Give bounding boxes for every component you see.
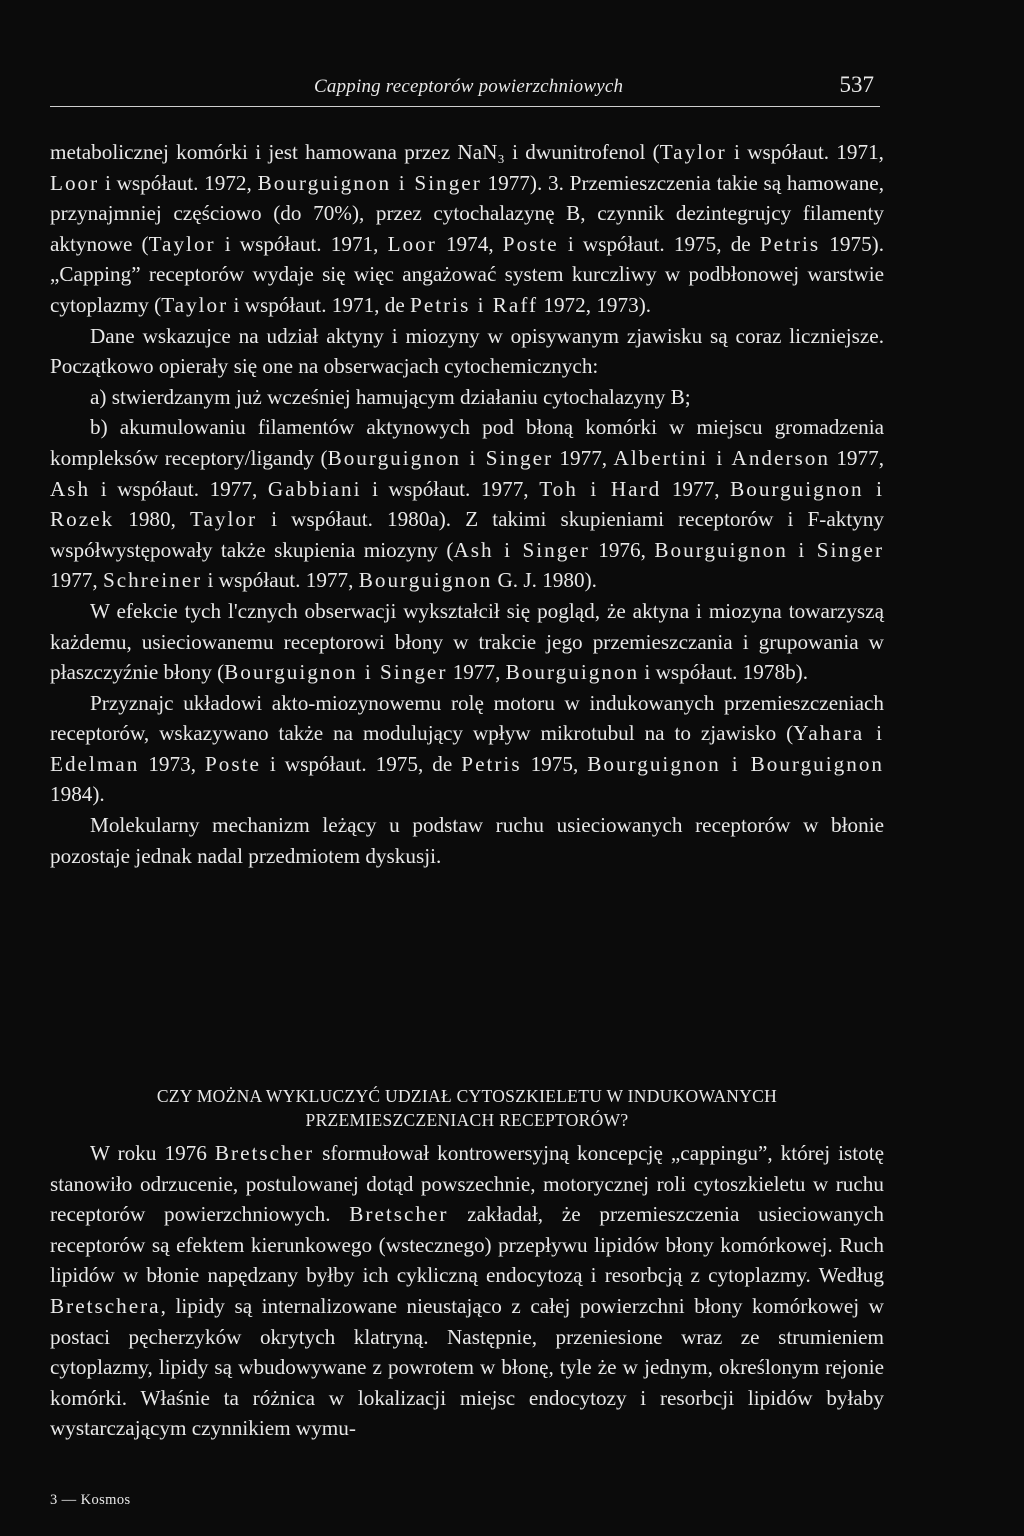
author-name: Petris [461,751,522,776]
author-name: Ash [50,476,91,501]
author-name: Bourguignon i Singer [327,445,554,470]
list-item-b: b) akumulowaniu filamentów aktynowych pod błoną komórki w miejscu gromadzenia kompleksów receptory/ligandy (Bourguignon i Singer 1977, Albertini i Anderson 1977, Ash i współaut. 1977, Gabbiani i współaut. 1977, Toh i Hard 1977, Bourguignon i Rozek 1980, Taylor i współaut. 1980a). Z takimi skupieniami receptorów i F-aktyny współwystępowały także skupienia miozyny (Ash i Singer 1976, Bourguignon i Singer 1977, Schreiner i współaut. 1977, Bourguignon G. J. 1980). [50,415,885,593]
section-heading [50,1084,884,1132]
author-name: Taylor [190,507,257,532]
author-name: Bourguignon i Rozek [50,476,885,532]
paragraph: W roku 1976 Bretscher sformułował kontrowersyjną koncepcję „cappingu”, której istotę stanowiło odrzucenie, postulowanej dotąd powszechnie, motorycznej roli cytoszkieletu w ruchu receptorów powierzchniowych. Bretscher zakładał, że przemieszczenia usieciowanych receptorów są efektem kierunkowego (wstecznego) przepływu lipidów błony komórkowej. Ruch lipidów w błonie napędzany byłby ich cykliczną endocytozą i resorbcją z cytoplazmy. Według Bretschera, lipidy są internalizowane nieustająco z całej powierzchni błony komórkowej w postaci pęcherzyków okrytych klatryną. Następnie, przeniesione wraz ze strumieniem cytoplazmy, lipidy są wbudowywane z powrotem w błonę, tyle że w jednym, określonym rejonie komórki. Właśnie ta różnica w lokalizacji miejsc endocytozy i resorbcji lipidów byłaby wystarczającym czynnikiem wymu- [50,1141,885,1441]
author-name: Petris i Raff [410,292,539,317]
author-name: Poste [502,231,559,256]
author-name: Bourguignon [505,660,640,685]
author-name: Loor [50,170,100,195]
section-heading-line: CZY MOŻNA WYKLUCZYĆ UDZIAŁ CYTOSZKIELETU W INDUKOWANYCH [156,1086,778,1106]
author-name: Bourguignon i Singer [257,170,482,195]
author-name: Bourguignon i Singer [654,537,885,562]
author-name: Yahara i Edelman [50,721,884,776]
running-title: Capping receptorów powierzchniowych [314,76,624,97]
author-name: Bourguignon [358,568,493,593]
author-name: Petris [759,231,821,256]
author-name: Bourguignon i Bourguignon [587,751,885,776]
paragraph: Przyznajc układowi akto-miozynowemu rolę motoru w indukowanych przemieszczeniach receptorów, wskazywano także na modulujący wpływ mikrotubul na to zjawisko (Yahara i Edelman 1973, Poste i współaut. 1975, de Petris 1975, Bourguignon i Bourguignon 1984). [50,690,885,807]
list-item-a: a) stwierdzanym już wcześniej hamującym działaniu cytochalazyny B; [90,384,691,409]
author-name: Taylor [161,292,229,317]
author-name: Bretschera [50,1293,161,1318]
footer-signature: 3 — Kosmos [50,1492,131,1508]
running-header [50,72,880,107]
author-name: Gabbiani [267,476,362,501]
author-name: Schreiner [102,568,203,593]
author-name: Albertini i Anderson [613,445,830,470]
section-text [50,1138,884,1444]
author-name: Bretscher [349,1202,449,1227]
page-number: 537 [839,72,874,97]
author-name: Bretscher [214,1141,315,1165]
author-name: Loor [387,231,437,256]
author-name: Ash i Singer [453,537,590,562]
paragraph: Dane wskazujce na udział aktyny i miozyny w opisywanym zjawisku są coraz liczniejsze. Początkowo opierały się one na obserwacjach cytochemicznych: [50,323,884,379]
paragraph: Molekularny mechanizm leżący u podstaw ruchu usieciowanych receptorów w błonie pozostaje jednak nadal przedmiotem dyskusji. [50,813,884,868]
author-name: Toh i Hard [539,476,662,501]
section-heading-line: PRZEMIESZCZENIACH RECEPTORÓW? [305,1110,629,1130]
author-name: Taylor [659,140,727,164]
main-text [50,137,884,871]
author-name: Poste [205,751,261,776]
paragraph: W efekcie tych l'cznych obserwacji wykształcił się pogląd, że aktyna i miozyna towarzyszą każdemu, usieciowanemu receptorowi błony w trakcie jego przemieszczania i grupowania w płaszczyźnie błony (Bourguignon i Singer 1977, Bourguignon i współaut. 1978b). [50,598,884,685]
author-name: Bourguignon i Singer [224,660,448,685]
author-name: Taylor [148,231,216,256]
paragraph: metabolicznej komórki i jest hamowana przez NaN₃ i dwunitrofenol (Taylor i współaut. 1971, Loor i współaut. 1972, Bourguignon i Singer 1977). 3. Przemieszczenia takie są hamowane, przynajmniej częściowo (do 70%), przez cytochalazynę B, czynnik dezintegrujcy filamenty aktynowe (Taylor i współaut. 1971, Loor 1974, Poste i współaut. 1975, de Petris 1975). „Capping” receptorów wydaje się więc angażować system kurczliwy w podbłonowej warstwie cytoplazmy (Taylor i współaut. 1971, de Petris i Raff 1972, 1973). [50,140,885,317]
